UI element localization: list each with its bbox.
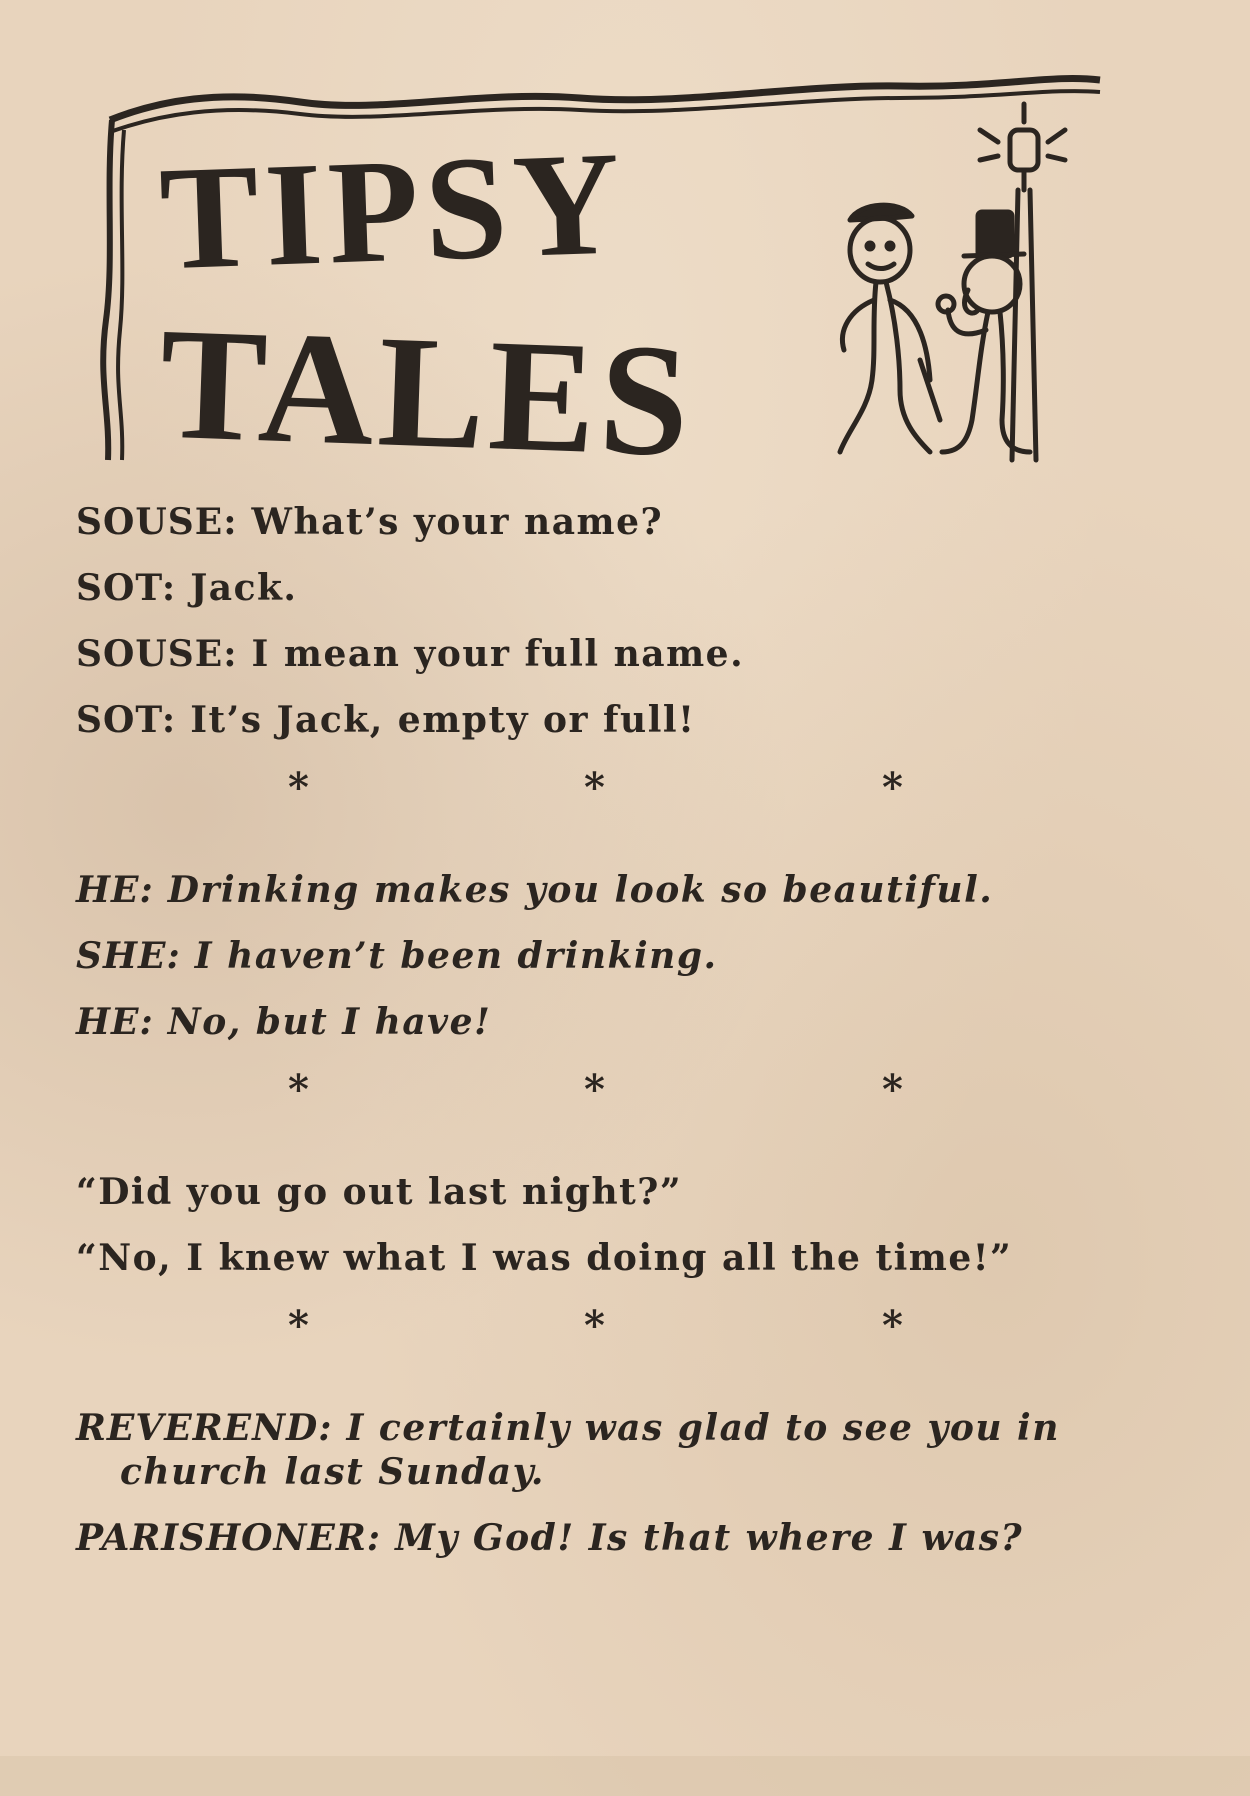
- separator-stars: [76, 1302, 1156, 1372]
- separator-stars: [76, 1066, 1156, 1136]
- dialogue-text: “Did you go out last night?”: [76, 1171, 683, 1213]
- dialogue-line: [76, 698, 1156, 742]
- dialogue-text: It’s Jack, empty or full!: [190, 699, 696, 741]
- dialogue-line: [76, 1406, 1156, 1450]
- separator-star: *: [584, 1066, 605, 1113]
- header-illustration: [100, 60, 1110, 480]
- dialogue-line: [76, 1516, 1156, 1560]
- speaker-label: PARISHONER:: [76, 1517, 382, 1559]
- dialogue-text: Jack.: [190, 567, 298, 609]
- speaker-label: HE:: [76, 1001, 154, 1043]
- dialogue-line: [76, 934, 1156, 978]
- dialogue-line: [76, 1170, 1156, 1214]
- joke-list: [76, 500, 1156, 1582]
- lamppost-icon: [980, 104, 1065, 460]
- separator-star: *: [288, 764, 309, 811]
- joke-2: [76, 868, 1156, 1044]
- dialogue-text: What’s your name?: [251, 501, 664, 543]
- dialogue-line: [76, 868, 1156, 912]
- separator-star: *: [288, 1302, 309, 1349]
- dialogue-text: church last Sunday.: [120, 1451, 545, 1493]
- title-tipsy: TIPSY: [157, 121, 629, 302]
- dialogue-line: [76, 566, 1156, 610]
- joke-4: [76, 1406, 1156, 1560]
- dialogue-line: [76, 500, 1156, 544]
- dialogue-line: [76, 1236, 1156, 1280]
- separator-star: *: [882, 764, 903, 811]
- speaker-label: SOT:: [76, 699, 177, 741]
- dialogue-text: Drinking makes you look so beautiful.: [167, 869, 994, 911]
- dialogue-text: I mean your full name.: [251, 633, 745, 675]
- speaker-label: SOUSE:: [76, 633, 238, 675]
- dialogue-line: [76, 1000, 1156, 1044]
- speaker-label: HE:: [76, 869, 154, 911]
- joke-3: [76, 1170, 1156, 1280]
- speaker-label: SOUSE:: [76, 501, 238, 543]
- man-figure-cap: [840, 205, 940, 452]
- separator-star: *: [882, 1066, 903, 1113]
- dialogue-text: “No, I knew what I was doing all the time!”: [76, 1237, 1013, 1279]
- speaker-label: SHE:: [76, 935, 181, 977]
- speaker-label: REVEREND:: [76, 1407, 333, 1449]
- dialogue-line: [76, 632, 1156, 676]
- dialogue-text: My God! Is that where I was?: [395, 1517, 1024, 1559]
- separator-star: *: [288, 1066, 309, 1113]
- title-tales: TALES: [157, 293, 696, 480]
- separator-star: *: [584, 764, 605, 811]
- separator-stars: [76, 764, 1156, 834]
- dialogue-text: I certainly was glad to see you in: [346, 1407, 1060, 1449]
- separator-star: *: [584, 1302, 605, 1349]
- dialogue-text: No, but I have!: [167, 1001, 492, 1043]
- speaker-label: SOT:: [76, 567, 177, 609]
- dialogue-text: I haven’t been drinking.: [194, 935, 718, 977]
- dialogue-continuation: [76, 1450, 1156, 1494]
- separator-star: *: [882, 1302, 903, 1349]
- joke-1: [76, 500, 1156, 742]
